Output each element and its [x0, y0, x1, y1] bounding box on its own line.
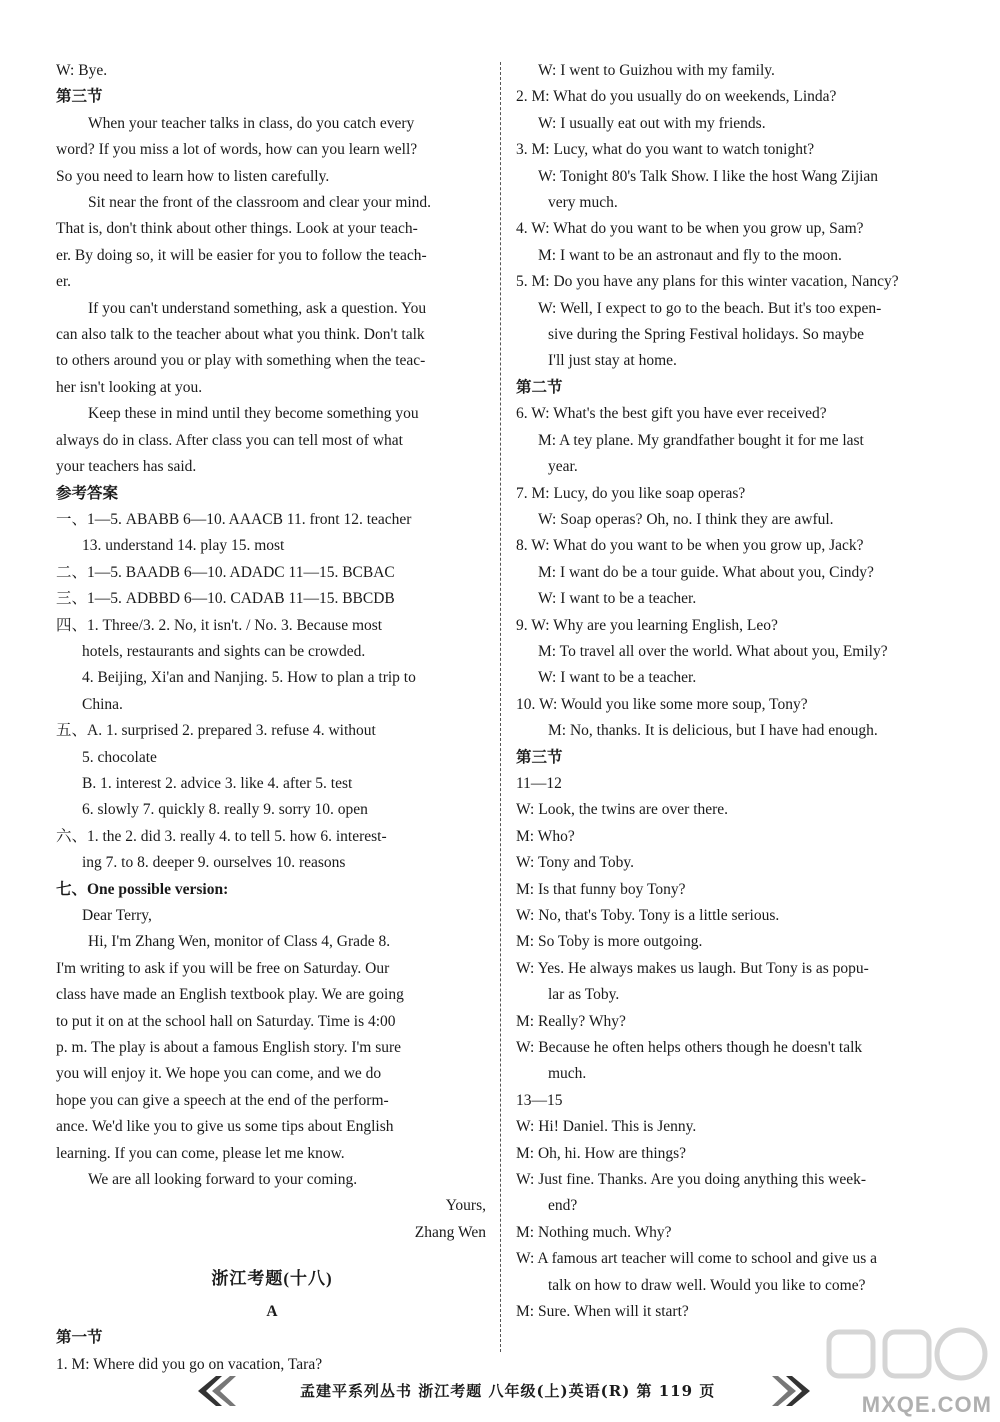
left-line: B. 1. interest 2. advice 3. like 4. after 5. test	[82, 774, 353, 792]
left-line: class have made an English textbook play. We are going	[56, 986, 404, 1004]
left-line: learning. If you can come, please let me know.	[56, 1144, 345, 1162]
right-line: end?	[548, 1197, 578, 1215]
right-line: talk on how to draw well. Would you like to come?	[548, 1276, 866, 1294]
left-line: A	[266, 1302, 278, 1320]
left-line: If you can't understand something, ask a question. You	[88, 299, 427, 317]
left-line: er. By doing so, it will be easier for you to follow the teach-	[56, 246, 427, 264]
right-line: W: Hi! Daniel. This is Jenny.	[516, 1118, 697, 1136]
right-line: M: Oh, hi. How are things?	[516, 1144, 687, 1162]
left-line	[56, 1246, 488, 1260]
left-line: 6. slowly 7. quickly 8. really 9. sorry 10. open	[82, 801, 368, 819]
left-line: So you need to learn how to listen carefully.	[56, 167, 330, 185]
left-line: 1. M: Where did you go on vacation, Tara?	[56, 1355, 323, 1373]
right-line: 3. M: Lucy, what do you want to watch tonight?	[516, 141, 815, 159]
right-line: M: Who?	[516, 827, 575, 845]
left-line: your teachers has said.	[56, 458, 197, 476]
left-line: W: Bye.	[56, 62, 108, 79]
right-line: W: I went to Guizhou with my family.	[538, 62, 775, 79]
left-line: can also talk to the teacher about what you think. Don't talk	[56, 326, 425, 344]
right-line: 11—12	[516, 774, 562, 792]
watermark-text: MXQE.COM	[861, 1392, 992, 1417]
left-line: I'm writing to ask if you will be free on Saturday. Our	[56, 959, 390, 977]
right-line: 第二节	[516, 378, 563, 396]
left-line: We are all looking forward to your coming.	[88, 1171, 358, 1189]
right-line: W: I want to be a teacher.	[538, 669, 697, 687]
left-line: That is, don't think about other things. Look at your teach-	[56, 220, 418, 238]
right-line: W: Soap operas? Oh, no. I think they are awful.	[538, 510, 834, 528]
column-divider	[500, 62, 501, 1352]
right-line: M: A tey plane. My grandfather bought it for me last	[538, 431, 864, 449]
right-line: M: Sure. When will it start?	[516, 1303, 689, 1321]
right-line: 8. W: What do you want to be when you grow up, Jack?	[516, 537, 864, 555]
right-line: M: To travel all over the world. What about you, Emily?	[538, 642, 888, 660]
left-line: 第一节	[56, 1329, 103, 1347]
left-line: Keep these in mind until they become something you	[88, 405, 419, 423]
right-line: W: Well, I expect to go to the beach. But it's too expen-	[538, 299, 882, 317]
double-chevron-right-icon	[770, 1374, 812, 1408]
right-line: W: I usually eat out with my friends.	[538, 114, 766, 132]
left-line: 参考答案	[56, 484, 119, 502]
right-line: much.	[548, 1065, 587, 1083]
left-line: 二、1—5. BAADB 6—10. ADADC 11—15. BCBAC	[56, 563, 395, 581]
right-line: M: Is that funny boy Tony?	[516, 880, 686, 898]
left-line: China.	[82, 695, 123, 713]
left-line: 一、1—5. ABABB 6—10. AAACB 11. front 12. teacher	[56, 510, 412, 528]
right-line: M: Really? Why?	[516, 1012, 626, 1030]
left-line: to put it on at the school hall on Saturday. Time is 4:00	[56, 1012, 396, 1030]
left-line: hotels, restaurants and sights can be crowded.	[82, 642, 366, 660]
right-line: W: Tony and Toby.	[516, 854, 634, 872]
left-line: 六、1. the 2. did 3. really 4. to tell 5. how 6. interest-	[56, 827, 387, 845]
right-line: 13—15	[516, 1091, 563, 1109]
right-line: W: I want to be a teacher.	[538, 590, 697, 608]
right-line: M: Nothing much. Why?	[516, 1223, 672, 1241]
right-line: W: No, that's Toby. Tony is a little serious.	[516, 907, 780, 924]
right-line: year.	[548, 458, 578, 476]
right-line: M: I want do be a tour guide. What about you, Cindy?	[538, 563, 874, 581]
left-line: Hi, I'm Zhang Wen, monitor of Class 4, Grade 8.	[88, 933, 391, 951]
left-line: ing 7. to 8. deeper 9. ourselves 10. reasons	[82, 854, 346, 872]
right-line: M: No, thanks. It is delicious, but I have had enough.	[548, 722, 878, 740]
left-line: 七、One possible version:	[56, 880, 229, 898]
left-column	[56, 58, 488, 1378]
left-line: er.	[56, 273, 72, 291]
right-line: sive during the Spring Festival holidays. So maybe	[548, 326, 865, 344]
right-line: 5. M: Do you have any plans for this winter vacation, Nancy?	[516, 273, 899, 291]
right-line: M: I want to be an astronaut and fly to the moon.	[538, 246, 842, 264]
right-line: lar as Toby.	[548, 986, 620, 1004]
right-line: very much.	[548, 194, 618, 212]
right-line: 2. M: What do you usually do on weekends, Linda?	[516, 88, 837, 106]
double-chevron-left-icon	[196, 1374, 238, 1408]
right-line: W: Tonight 80's Talk Show. I like the host Wang Zijian	[538, 167, 879, 185]
left-line: Zhang Wen	[414, 1223, 486, 1241]
left-line: Yours,	[445, 1197, 486, 1215]
right-line: W: A famous art teacher will come to school and give us a	[516, 1250, 877, 1268]
right-line: I'll just stay at home.	[548, 352, 677, 370]
left-line: you will enjoy it. We hope you can come, and we do	[56, 1065, 382, 1083]
left-line: Dear Terry,	[82, 907, 152, 924]
left-line: 四、1. Three/3. 2. No, it isn't. / No. 3. Because most	[56, 616, 383, 634]
left-line: Sit near the front of the classroom and clear your mind.	[88, 194, 432, 212]
right-line: M: So Toby is more outgoing.	[516, 933, 703, 951]
right-line: 7. M: Lucy, do you like soap operas?	[516, 484, 746, 502]
left-line: 三、1—5. ADBBD 6—10. CADAB 11—15. BBCDB	[56, 590, 395, 608]
left-line: always do in class. After class you can tell most of what	[56, 431, 403, 449]
left-line: 4. Beijing, Xi'an and Nanjing. 5. How to plan a trip to	[82, 669, 416, 687]
left-line: When your teacher talks in class, do you catch every	[88, 114, 415, 132]
right-line: 4. W: What do you want to be when you grow up, Sam?	[516, 220, 864, 238]
footer-text: 孟建平系列丛书 浙江考题 八年级(上)英语(R) 第 119 页	[300, 1382, 716, 1400]
left-line: 第三节	[56, 88, 103, 106]
right-line: W: Just fine. Thanks. Are you doing anything this week-	[516, 1171, 866, 1189]
right-line: 10. W: Would you like some more soup, Tony?	[516, 695, 808, 713]
right-line: 9. W: Why are you learning English, Leo?	[516, 616, 778, 634]
left-line: 13. understand 14. play 15. most	[82, 537, 285, 555]
right-line: W: Because he often helps others though he doesn't talk	[516, 1039, 863, 1057]
right-line: W: Look, the twins are over there.	[516, 801, 729, 819]
right-line: W: Yes. He always makes us laugh. But Tony is as popu-	[516, 959, 869, 977]
left-line: ance. We'd like you to give us some tips about English	[56, 1118, 394, 1136]
left-line: hope you can give a speech at the end of the perform-	[56, 1091, 389, 1109]
right-line: 6. W: What's the best gift you have ever received?	[516, 405, 827, 423]
left-line: 浙江考题(十八)	[211, 1269, 333, 1289]
right-line: 第三节	[516, 748, 563, 766]
right-column	[516, 58, 950, 1326]
left-line: 5. chocolate	[82, 748, 157, 766]
left-line: to others around you or play with something when the teac-	[56, 352, 426, 370]
left-line: her isn't looking at you.	[56, 378, 203, 396]
left-line: word? If you miss a lot of words, how can you learn well?	[56, 141, 418, 159]
left-line: 五、A. 1. surprised 2. prepared 3. refuse 4. without	[56, 722, 376, 740]
left-line: p. m. The play is about a famous English story. I'm sure	[56, 1039, 402, 1057]
